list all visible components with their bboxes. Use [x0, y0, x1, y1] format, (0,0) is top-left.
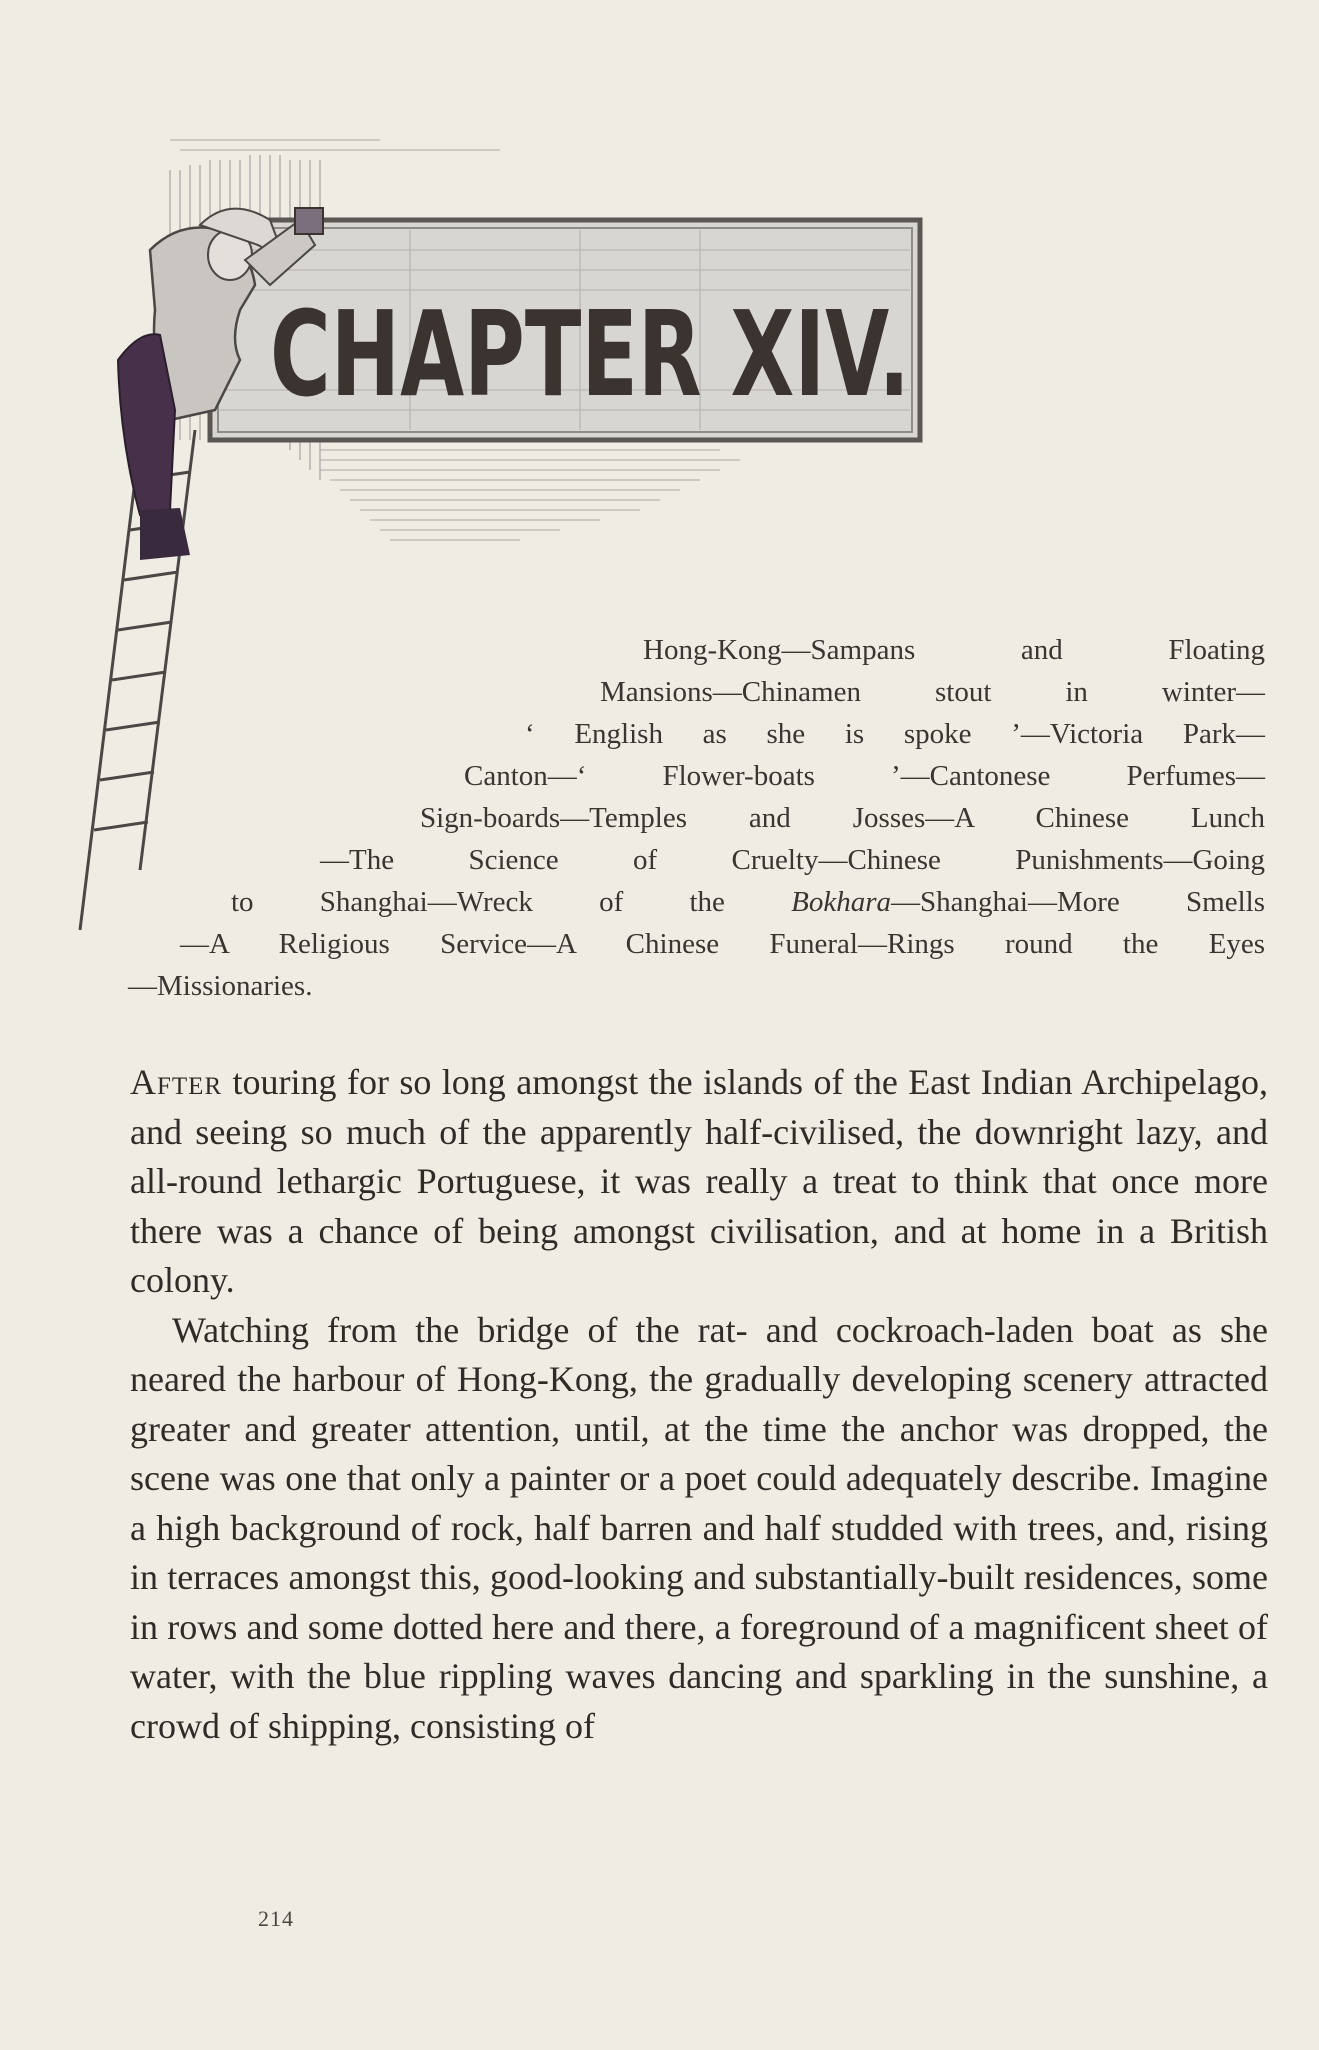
synopsis-line: Hong-Kong—Sampans and Floating: [643, 634, 1265, 666]
synopsis-line: ‘ English as she is spoke ’—Victoria Park—: [525, 718, 1265, 750]
signboard-lettering: CHAPTER XIV.: [270, 285, 910, 423]
synopsis-line: Mansions—Chinamen stout in winter—: [600, 676, 1265, 708]
synopsis-line: [231, 882, 1265, 924]
paragraph: Watching from the bridge of the rat- and cockroach-laden boat as she neared the harbour of Hong-Kong, the gradually developing scenery attracted greater and greater attention, until, at the time the anchor was dropped, the scene was one that only a painter or a poet could adequately describe. Imagine a high background of rock, half barren and half studded with trees, and, rising in terraces amongst this, good-looking and substantially-built residences, some in rows and some dotted here and there, a foreground of a magnificent sheet of water, with the blue rippling waves dancing and sparkling in the sunshine, a crowd of shipping, consisting of: [130, 1309, 1268, 1746]
synopsis-line: Sign-boards—Temples and Josses—A Chinese Lunch: [420, 802, 1265, 834]
synopsis-text: to Shanghai—Wreck of the: [231, 886, 792, 918]
synopsis-text: —Shanghai—More Smells: [891, 886, 1265, 918]
synopsis-line: —A Religious Service—A Chinese Funeral—Rings round the Eyes: [180, 928, 1265, 960]
synopsis-line: —The Science of Cruelty—Chinese Punishments—Going: [320, 844, 1265, 876]
synopsis-line: —Missionaries.: [128, 970, 313, 1002]
ship-name: Bokhara: [791, 886, 892, 918]
paragraph-lead-word: After: [130, 1062, 223, 1102]
synopsis-line: Canton—‘ Flower-boats ’—Cantonese Perfumes—: [464, 760, 1265, 792]
paragraph: [130, 1058, 1268, 1306]
page-number: 214: [258, 1906, 294, 1931]
paragraph-text: touring for so long amongst the islands of the East Indian Archipelago, and seeing so much of the apparently half-civilised, the downright lazy, and all-round lethargic Portuguese, it was really a treat to think that once more there was a chance of being amongst civilisation, and at home in a British colony.: [130, 1062, 1268, 1300]
chapter-body: [130, 1058, 1268, 1751]
